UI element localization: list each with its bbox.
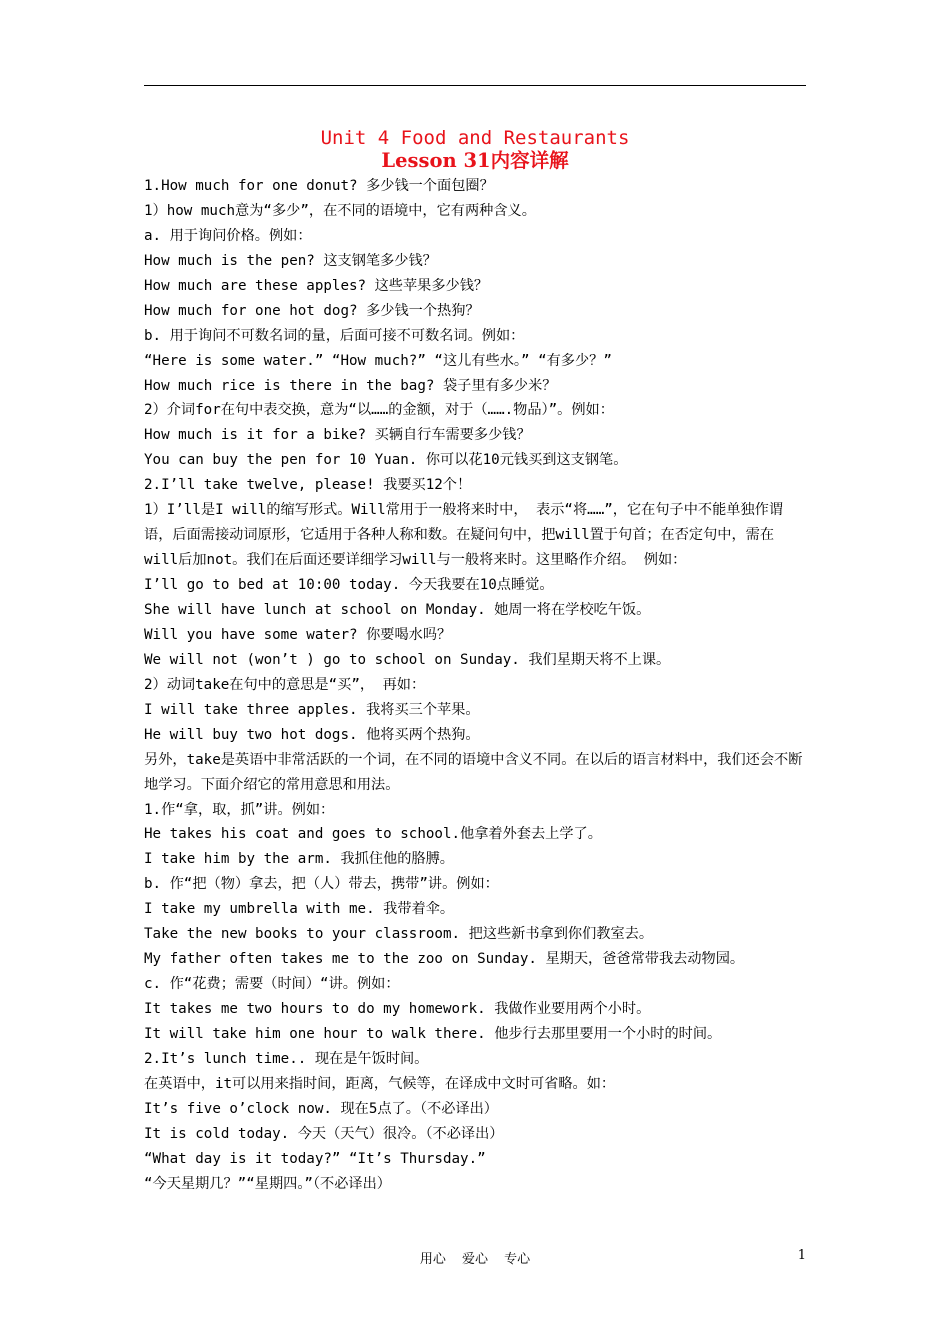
text-line: Will you have some water? 你要喝水吗？ (144, 626, 452, 643)
text-line: It takes me two hours to do my homework. 我做作业要用两个小时。 (144, 1001, 651, 1018)
text-line: “Here is some water.” “How much?” “这儿有些水。” “有多少？” (144, 352, 612, 369)
text-line: I take my umbrella with me. 我带着伞。 (144, 901, 455, 918)
text-line: 在英语中，it可以用来指时间，距离，气候等，在译成中文时可省略。如： (144, 1075, 616, 1092)
header-rule (144, 85, 806, 86)
text-paragraph: 1）I’ll是I will的缩写形式。Will常用于一般将来时中， 表示“将……”，它在句子中不能单独作谓语，后面需接动词原形，它适用于各种人称和数。在疑问句中，把will置于句首；在否定句中，需在will后加not。我们在后面还要详细学习will与一般将来时。这里略作介绍。 例如： (144, 502, 784, 569)
text-line: “今天星期几？”“星期四。”（不必译出） (144, 1175, 391, 1192)
text-line: 2.It’s lunch time.. 现在是午饭时间。 (144, 1050, 429, 1067)
text-line: 1.作“拿，取，抓”讲。例如： (144, 801, 335, 818)
document-title: Unit 4 Food and Restaurants (320, 127, 630, 149)
document-subtitle: Lesson 31内容详解 (381, 149, 569, 172)
text-line: It’s five o’clock now. 现在5点了。（不必译出） (144, 1100, 498, 1117)
text-line: b. 用于询问不可数名词的量，后面可接不可数名词。例如： (144, 327, 525, 344)
text-line: How much rice is there in the bag? 袋子里有多少米？ (144, 377, 557, 394)
text-line: You can buy the pen for 10 Yuan. 你可以花10元钱买到这支钢笔。 (144, 452, 628, 469)
footer-motto: 用心 爱心 专心 (419, 1252, 531, 1267)
text-line: 2）介词for在句中表交换，意为“以……的金额，对于（…….物品）”。例如： (144, 402, 614, 419)
text-line: It will take him one hour to walk there. 他步行去那里要用一个小时的时间。 (144, 1025, 722, 1042)
text-line: 2）动词take在句中的意思是“买”， 再如： (144, 676, 426, 693)
text-line: I’ll go to bed at 10:00 today. 今天我要在10点睡觉。 (144, 577, 554, 594)
text-line: How much is it for a bike? 买辆自行车需要多少钱？ (144, 427, 531, 444)
text-line: How much are these apples? 这些苹果多少钱？ (144, 277, 489, 294)
text-line: My father often takes me to the zoo on Sunday. 星期天，爸爸常带我去动物园。 (144, 951, 745, 968)
text-line: It is cold today. 今天（天气）很冷。（不必译出） (144, 1125, 504, 1142)
page-footer (144, 1248, 806, 1268)
text-line: She will have lunch at school on Monday. 她周一将在学校吃午饭。 (144, 601, 651, 618)
page-number: 1 (797, 1248, 806, 1263)
text-line: 2.I’ll take twelve, please! 我要买12个！ (144, 477, 472, 494)
text-line: a. 用于询问价格。例如： (144, 227, 312, 244)
text-line: I take him by the arm. 我抓住他的胳膊。 (144, 851, 454, 868)
text-line: I will take three apples. 我将买三个苹果。 (144, 701, 480, 718)
text-line: We will not (won’t ) go to school on Sunday. 我们星期天将不上课。 (144, 651, 671, 668)
text-line: b. 作“把（物）拿去，把（人）带去，携带”讲。例如： (144, 876, 499, 893)
text-paragraph: 另外，take是英语中非常活跃的一个词，在不同的语境中含义不同。在以后的语言材料中，我们还会不断地学习。下面介绍它的常用意思和用法。 (144, 751, 803, 793)
text-line: Take the new books to your classroom. 把这些新书拿到你们教室去。 (144, 926, 654, 943)
text-line: 1.How much for one donut? 多少钱一个面包圈？ (144, 178, 494, 194)
text-line: “What day is it today?” “It’s Thursday.” (144, 1150, 486, 1167)
text-line: He will buy two hot dogs. 他将买两个热狗。 (144, 726, 480, 743)
document-body (144, 174, 806, 1197)
text-line: 1）how much意为“多少”，在不同的语境中，它有两种含义。 (144, 202, 536, 219)
text-line: How much is the pen? 这支钢笔多少钱？ (144, 252, 437, 269)
text-line: How much for one hot dog? 多少钱一个热狗？ (144, 302, 480, 319)
text-line: He takes his coat and goes to school.他拿着外套去上学了。 (144, 826, 602, 843)
text-line: c. 作“花费；需要（时间）“讲。例如： (144, 976, 400, 993)
